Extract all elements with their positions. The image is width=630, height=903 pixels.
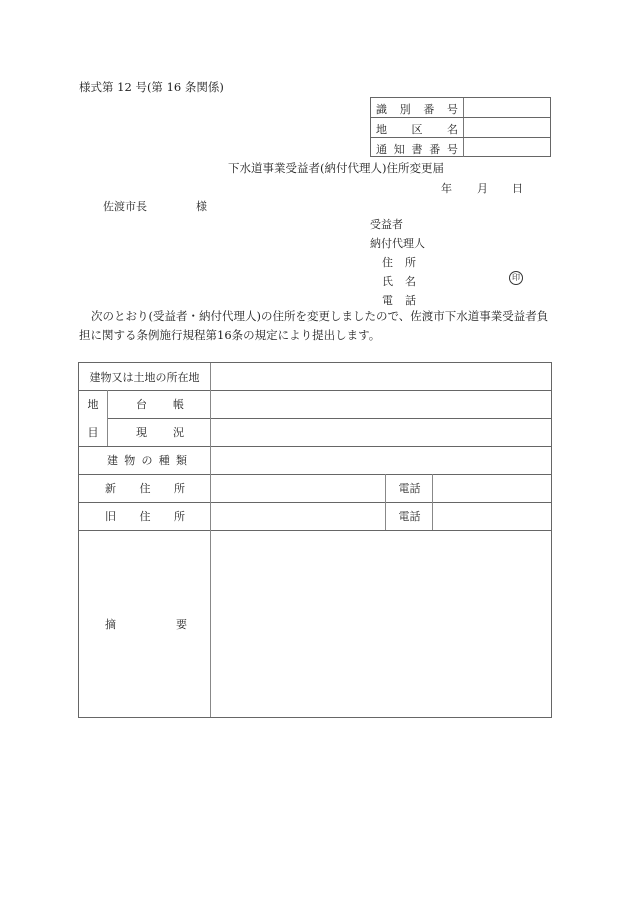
label-char: 知 [393,143,405,156]
location-label: 建物又は土地の所在地 [89,370,200,384]
filer-name-label [382,273,416,289]
label-char: 現 [136,426,147,439]
filer-phone-label [382,292,416,308]
building-type-label [107,446,187,474]
label-char: 建 [107,454,118,467]
date-month-label: 月 [477,182,488,195]
summary-field[interactable] [212,531,551,717]
label-char: 所 [174,482,185,495]
district-name-field[interactable] [463,118,550,137]
old-address-field[interactable] [212,503,384,530]
label-char: 帳 [173,398,184,411]
filer-address-label [382,254,416,270]
label-char: 別 [399,103,411,116]
label-char: 住 [139,482,151,495]
label-char: 区 [411,123,423,136]
label-char: 種 [158,454,170,467]
applicant-label: 受益者 [370,218,403,231]
column-divider [107,390,108,446]
label-char: 番 [423,103,435,116]
id-label-notice-number [376,141,458,157]
label-char: 物 [124,454,136,467]
notice-number-field[interactable] [463,138,550,157]
label-char: 摘 [105,618,116,631]
old-address-label [105,502,185,530]
id-row-notice-number [371,137,550,157]
label-char: 況 [173,426,184,439]
label-char: 台 [136,398,147,411]
date-year-label: 年 [441,182,452,195]
label-char: 要 [176,618,187,631]
label-char: 住 [382,256,393,269]
label-char: 氏 [382,275,393,288]
label-char: 号 [447,143,458,156]
label-char: の [141,454,153,467]
identification-number-field[interactable] [463,98,550,118]
form-number: 様式第 12 号(第 16 条関係) [79,80,224,94]
label-char: 番 [429,143,441,156]
label-char: 地 [376,123,387,136]
old-phone-field[interactable] [434,503,551,530]
id-row-district-name [371,117,550,137]
summary-label [105,531,187,717]
new-address-label [105,474,185,502]
new-phone-label: 電話 [398,482,421,495]
id-label-identification-number [376,101,458,117]
label-char: 書 [411,143,423,156]
label-char: 名 [447,123,458,136]
label-char: 旧 [105,510,116,523]
label-char: 住 [139,510,151,523]
label-char: 所 [405,256,416,269]
label-char: 地 [87,398,99,411]
label-char: 識 [376,103,387,116]
addressee-name: 佐渡市長 [103,200,147,213]
main-table [78,362,552,718]
column-divider [432,474,433,530]
id-table [370,97,551,157]
ledger-field[interactable] [212,391,551,418]
actual-field[interactable] [212,419,551,446]
column-divider [210,363,211,717]
column-divider [385,474,386,530]
label-char: 話 [405,294,416,307]
ledger-label [136,390,184,418]
label-char: 号 [446,103,458,116]
building-type-field[interactable] [212,447,551,474]
label-char: 電 [382,294,393,307]
label-char: 類 [176,454,187,467]
chimoku-label [79,396,107,440]
label-char: 目 [87,426,99,439]
old-phone-label: 電話 [398,510,421,523]
new-address-field[interactable] [212,475,384,502]
label-char: 所 [174,510,185,523]
new-phone-field[interactable] [434,475,551,502]
agent-label: 納付代理人 [370,237,425,250]
body-text: 次のとおり(受益者・納付代理人)の住所を変更しましたので、佐渡市下水道事業受益者負担に関する条例施行規程第16条の規定により提出します。 [79,309,549,342]
id-label-district-name [376,121,458,137]
actual-label [136,418,184,446]
addressee-honorific: 様 [196,200,207,213]
label-char: 名 [405,275,416,288]
id-row-identification-number [371,98,550,118]
seal-icon: 印 [509,271,523,285]
date-day-label: 日 [512,182,523,195]
document-title: 下水道事業受益者(納付代理人)住所変更届 [228,161,444,175]
location-field[interactable] [212,363,551,390]
label-char: 通 [376,143,387,156]
label-char: 新 [105,482,116,495]
